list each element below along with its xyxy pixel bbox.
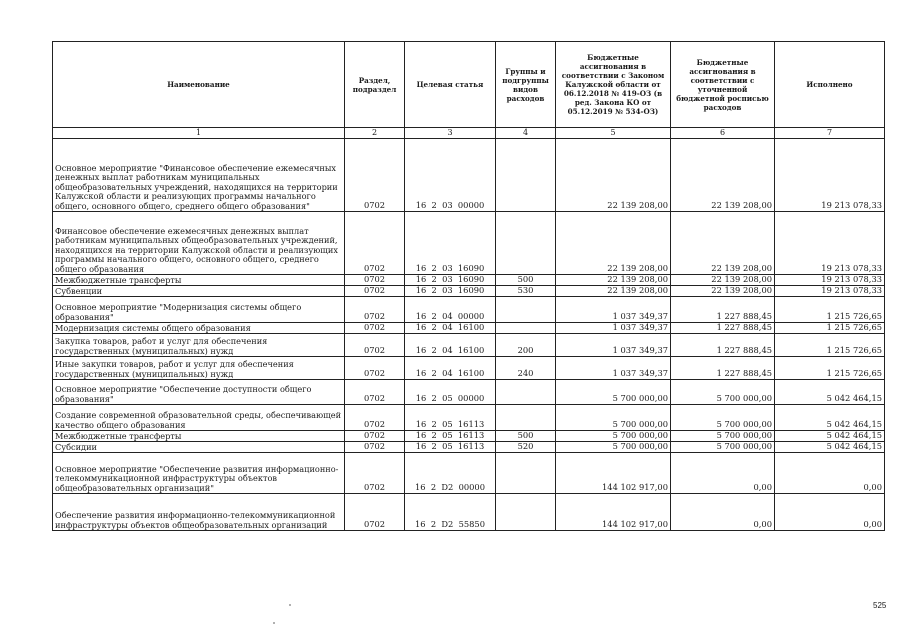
row-section: 0702 [345, 405, 405, 431]
budget-table [52, 41, 885, 531]
column-number: 2 [345, 128, 405, 139]
row-target: 16 2 05 16113 [405, 442, 496, 453]
table-row [53, 323, 885, 334]
row-expense-type [496, 494, 556, 531]
row-law-amount: 144 102 917,00 [556, 453, 671, 494]
header-expense-type: Группы и подгруппы видов расходов [496, 42, 556, 128]
column-number: 3 [405, 128, 496, 139]
row-law-amount: 1 037 349,37 [556, 357, 671, 380]
row-expense-type [496, 139, 556, 212]
row-refined-amount: 22 139 208,00 [671, 212, 775, 275]
row-target: 16 2 03 16090 [405, 275, 496, 286]
row-law-amount: 5 700 000,00 [556, 431, 671, 442]
row-name: Основное мероприятие "Обеспечение развития информационно-телекоммуникационной инфраструктуры объектов общеобразовательных организаций" [53, 453, 345, 494]
header-refined-allocations: Бюджетные ассигнования в соответствии с уточненной бюджетной росписью расходов [671, 42, 775, 128]
row-target: 16 2 04 16100 [405, 323, 496, 334]
row-expense-type [496, 380, 556, 405]
column-number: 7 [775, 128, 885, 139]
row-executed-amount: 1 215 726,65 [775, 357, 885, 380]
row-name: Межбюджетные трансферты [53, 431, 345, 442]
row-target: 16 2 05 00000 [405, 380, 496, 405]
row-section: 0702 [345, 275, 405, 286]
row-law-amount: 1 037 349,37 [556, 334, 671, 357]
table-row [53, 494, 885, 531]
row-section: 0702 [345, 494, 405, 531]
row-refined-amount: 5 700 000,00 [671, 431, 775, 442]
row-target: 16 2 03 00000 [405, 139, 496, 212]
row-law-amount: 22 139 208,00 [556, 275, 671, 286]
row-section: 0702 [345, 286, 405, 297]
page-number: 525 [873, 601, 887, 610]
scan-speck [273, 622, 275, 624]
row-section: 0702 [345, 212, 405, 275]
row-section: 0702 [345, 139, 405, 212]
row-name: Основное мероприятие "Модернизация системы общего образования" [53, 297, 345, 323]
header-row [53, 42, 885, 128]
row-executed-amount: 19 213 078,33 [775, 139, 885, 212]
row-target: 16 2 D2 55850 [405, 494, 496, 531]
row-name: Финансовое обеспечение ежемесячных денежных выплат работникам муниципальных общеобразовательных учреждений, находящихся на территории Калужской области и реализующих программы начального общего, основного общего, среднего общего образования [53, 212, 345, 275]
header-executed: Исполнено [775, 42, 885, 128]
row-name: Закупка товаров, работ и услуг для обеспечения государственных (муниципальных) нужд [53, 334, 345, 357]
row-executed-amount: 19 213 078,33 [775, 212, 885, 275]
row-refined-amount: 22 139 208,00 [671, 139, 775, 212]
row-name: Иные закупки товаров, работ и услуг для обеспечения государственных (муниципальных) нужд [53, 357, 345, 380]
header-law-allocations: Бюджетные ассигнования в соответствии с Законом Калужской области от 06.12.2018 № 419-ОЗ (в ред. Закона КО от 05.12.2019 № 534-ОЗ) [556, 42, 671, 128]
column-number: 4 [496, 128, 556, 139]
row-expense-type [496, 297, 556, 323]
row-law-amount: 5 700 000,00 [556, 380, 671, 405]
row-section: 0702 [345, 453, 405, 494]
row-executed-amount: 1 215 726,65 [775, 323, 885, 334]
row-refined-amount: 22 139 208,00 [671, 275, 775, 286]
row-target: 16 2 04 16100 [405, 357, 496, 380]
column-number-row [53, 128, 885, 139]
row-executed-amount: 0,00 [775, 453, 885, 494]
row-name: Обеспечение развития информационно-телекоммуникационной инфраструктуры объектов общеобразовательных организаций [53, 494, 345, 531]
table-row [53, 431, 885, 442]
table-row [53, 357, 885, 380]
table-row [53, 139, 885, 212]
row-law-amount: 144 102 917,00 [556, 494, 671, 531]
row-section: 0702 [345, 357, 405, 380]
row-name: Субвенции [53, 286, 345, 297]
row-executed-amount: 5 042 464,15 [775, 442, 885, 453]
header-section: Раздел, подраздел [345, 42, 405, 128]
row-target: 16 2 05 16113 [405, 405, 496, 431]
column-number: 1 [53, 128, 345, 139]
table-row [53, 453, 885, 494]
table-row [53, 380, 885, 405]
row-refined-amount: 5 700 000,00 [671, 405, 775, 431]
row-law-amount: 22 139 208,00 [556, 212, 671, 275]
row-expense-type: 500 [496, 431, 556, 442]
row-section: 0702 [345, 380, 405, 405]
row-expense-type: 200 [496, 334, 556, 357]
row-executed-amount: 5 042 464,15 [775, 380, 885, 405]
row-law-amount: 1 037 349,37 [556, 297, 671, 323]
table-row [53, 442, 885, 453]
row-refined-amount: 1 227 888,45 [671, 297, 775, 323]
row-expense-type [496, 453, 556, 494]
row-refined-amount: 22 139 208,00 [671, 286, 775, 297]
row-executed-amount: 19 213 078,33 [775, 275, 885, 286]
table-row [53, 286, 885, 297]
column-number: 6 [671, 128, 775, 139]
row-law-amount: 1 037 349,37 [556, 323, 671, 334]
row-law-amount: 22 139 208,00 [556, 139, 671, 212]
row-section: 0702 [345, 431, 405, 442]
row-expense-type [496, 212, 556, 275]
row-target: 16 2 04 16100 [405, 334, 496, 357]
row-name: Модернизация системы общего образования [53, 323, 345, 334]
table-row [53, 405, 885, 431]
row-expense-type [496, 323, 556, 334]
row-executed-amount: 5 042 464,15 [775, 431, 885, 442]
row-name: Субсидии [53, 442, 345, 453]
row-refined-amount: 0,00 [671, 494, 775, 531]
row-section: 0702 [345, 297, 405, 323]
row-name: Создание современной образовательной среды, обеспечивающей качество общего образования [53, 405, 345, 431]
row-expense-type: 240 [496, 357, 556, 380]
row-expense-type: 520 [496, 442, 556, 453]
row-target: 16 2 03 16090 [405, 212, 496, 275]
column-number: 5 [556, 128, 671, 139]
table-row [53, 297, 885, 323]
row-law-amount: 22 139 208,00 [556, 286, 671, 297]
row-refined-amount: 1 227 888,45 [671, 357, 775, 380]
row-executed-amount: 19 213 078,33 [775, 286, 885, 297]
row-law-amount: 5 700 000,00 [556, 442, 671, 453]
row-target: 16 2 D2 00000 [405, 453, 496, 494]
row-refined-amount: 5 700 000,00 [671, 380, 775, 405]
row-section: 0702 [345, 334, 405, 357]
row-target: 16 2 04 00000 [405, 297, 496, 323]
scan-speck [289, 604, 291, 606]
row-executed-amount: 5 042 464,15 [775, 405, 885, 431]
row-section: 0702 [345, 323, 405, 334]
header-target: Целевая статья [405, 42, 496, 128]
row-expense-type [496, 405, 556, 431]
table-body [53, 139, 885, 531]
row-expense-type: 530 [496, 286, 556, 297]
row-section: 0702 [345, 442, 405, 453]
row-name: Основное мероприятие "Финансовое обеспечение ежемесячных денежных выплат работникам муниципальных общеобразовательных учреждений, находящихся на территории Калужской области и реализующих программы начального общего, основного общего, среднего общего образования" [53, 139, 345, 212]
row-executed-amount: 0,00 [775, 494, 885, 531]
row-name: Межбюджетные трансферты [53, 275, 345, 286]
row-executed-amount: 1 215 726,65 [775, 297, 885, 323]
row-refined-amount: 5 700 000,00 [671, 442, 775, 453]
row-law-amount: 5 700 000,00 [556, 405, 671, 431]
table-row [53, 334, 885, 357]
row-name: Основное мероприятие "Обеспечение доступности общего образования" [53, 380, 345, 405]
table-row [53, 275, 885, 286]
row-expense-type: 500 [496, 275, 556, 286]
row-refined-amount: 1 227 888,45 [671, 334, 775, 357]
header-name: Наименование [53, 42, 345, 128]
row-target: 16 2 05 16113 [405, 431, 496, 442]
row-executed-amount: 1 215 726,65 [775, 334, 885, 357]
row-refined-amount: 0,00 [671, 453, 775, 494]
row-refined-amount: 1 227 888,45 [671, 323, 775, 334]
table-row [53, 212, 885, 275]
row-target: 16 2 03 16090 [405, 286, 496, 297]
